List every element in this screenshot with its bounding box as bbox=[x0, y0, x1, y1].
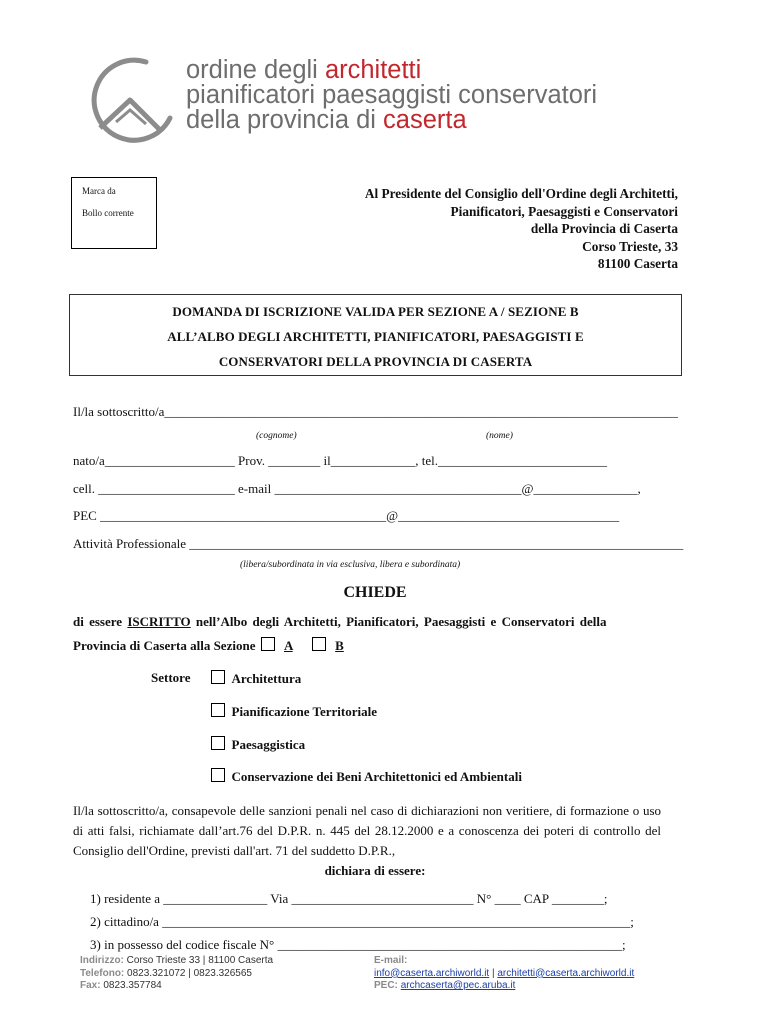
footer-fax-label: Fax: bbox=[80, 980, 101, 992]
revenue-stamp-box bbox=[71, 177, 157, 249]
addressee-block bbox=[365, 185, 678, 273]
sezione-b-checkbox[interactable] bbox=[312, 637, 326, 651]
request-text-c: nell’Albo degli Architetti, Pianificatori, Paesaggisti e Conservatori della bbox=[190, 614, 607, 629]
request-line-2 bbox=[73, 637, 344, 654]
footer-pec-label: PEC: bbox=[374, 980, 398, 992]
email-link-info[interactable]: info@caserta.archiworld.it bbox=[374, 967, 490, 979]
settore-checkbox[interactable] bbox=[211, 703, 225, 717]
settore-option[interactable] bbox=[211, 768, 522, 785]
footer-email-label: E-mail: bbox=[374, 955, 408, 966]
item-residenza[interactable]: 1) residente a ________________ Via ____________________________ N° ____ CAP ________; bbox=[90, 891, 608, 906]
field-cell-email[interactable]: cell. _____________________ e-mail ______________________________________@________________, bbox=[73, 481, 641, 496]
field-sottoscritto[interactable]: Il/la sottoscritto/a_______________________________________________________________________________ bbox=[73, 404, 678, 419]
field-attivita[interactable]: Attività Professionale ____________________________________________________________________________ bbox=[73, 536, 684, 551]
addressee-line: della Provincia di Caserta bbox=[530, 221, 678, 237]
settore-option[interactable] bbox=[211, 736, 305, 753]
stamp-line-2: Bollo corrente bbox=[82, 208, 134, 218]
declaration-paragraph: Il/la sottoscritto/a, consapevole delle sanzioni penali nel caso di dichiarazioni non veritiere, di formazione o uso di atti falsi, richiamate dall’art.76 del D.P.R. n. 445 del 28.12.2000 e a conoscenza dei poteri di controllo del Consiglio dell'Ordine, previsti dall'art. 71 del suddetto D.P.R., bbox=[73, 803, 661, 858]
settore-option-label: Architettura bbox=[231, 671, 302, 686]
logo-line-1a: ordine degli bbox=[186, 56, 325, 84]
field-pec[interactable]: PEC ____________________________________________@__________________________________ bbox=[73, 508, 620, 523]
request-text-a: di essere bbox=[73, 614, 128, 629]
email-link-architetti[interactable]: architetti@caserta.archiworld.it bbox=[497, 967, 635, 979]
settore-checkbox[interactable] bbox=[211, 736, 225, 750]
footer-telefono-label: Telefono: bbox=[80, 967, 125, 979]
field-nato[interactable]: nato/a____________________ Prov. ________ il_____________, tel.__________________________ bbox=[73, 453, 607, 468]
settore-option-label: Conservazione dei Beni Architettonici ed Ambientali bbox=[231, 769, 522, 784]
settore-label: Settore bbox=[151, 670, 191, 685]
hint-nome: (nome) bbox=[486, 431, 513, 441]
footer-contacts-right bbox=[374, 955, 634, 993]
footer-telefono: 0823.321072 | 0823.326565 bbox=[124, 967, 252, 979]
addressee-line: Corso Trieste, 33 bbox=[582, 238, 678, 254]
footer-indirizzo-label: Indirizzo: bbox=[80, 955, 124, 966]
logo-line-3b: caserta bbox=[383, 106, 467, 134]
footer-email-separator: | bbox=[489, 967, 498, 979]
footer-fax: 0823.357784 bbox=[100, 980, 162, 992]
order-logo-mark bbox=[86, 56, 178, 148]
settore-checkbox[interactable] bbox=[211, 670, 225, 684]
stamp-line-1: Marca da bbox=[82, 186, 116, 196]
sezione-b-label: B bbox=[335, 638, 344, 653]
title-line: DOMANDA DI ISCRIZIONE VALIDA PER SEZIONE A / SEZIONE B bbox=[172, 304, 579, 319]
settore-option-label: Paesaggistica bbox=[231, 737, 306, 752]
settore-option-label: Pianificazione Territoriale bbox=[231, 704, 377, 719]
chiede-heading: CHIEDE bbox=[343, 584, 407, 601]
application-title-box bbox=[69, 294, 682, 376]
sezione-a-label: A bbox=[283, 638, 293, 653]
addressee-line: Al Presidente del Consiglio dell'Ordine degli Architetti, bbox=[364, 186, 678, 201]
order-logo-text bbox=[186, 58, 597, 133]
logo-line-2: pianificatori paesaggisti conservatori bbox=[186, 81, 598, 109]
request-iscritto: ISCRITTO bbox=[127, 614, 191, 629]
settore-checkbox[interactable] bbox=[211, 768, 225, 782]
hint-cognome: (cognome) bbox=[256, 431, 297, 441]
addressee-line: 81100 Caserta bbox=[597, 256, 678, 272]
footer-contacts-left bbox=[80, 955, 273, 993]
item-cittadinanza[interactable]: 2) cittadino/a ________________________________________________________________________; bbox=[90, 914, 634, 929]
addressee-line: Pianificatori, Paesaggisti e Conservatori bbox=[450, 203, 678, 219]
title-line: ALL’ALBO DEGLI ARCHITETTI, PIANIFICATORI, PAESAGGISTI E bbox=[167, 329, 584, 344]
footer-indirizzo: Corso Trieste 33 | 81100 Caserta bbox=[123, 955, 274, 966]
request-line-1 bbox=[73, 614, 606, 630]
request-sezione-text: Provincia di Caserta alla Sezione bbox=[73, 638, 256, 653]
title-line: CONSERVATORI DELLA PROVINCIA DI CASERTA bbox=[218, 354, 533, 369]
logo-line-3a: della provincia di bbox=[186, 106, 384, 134]
logo-line-1b: architetti bbox=[324, 56, 422, 84]
item-codice-fiscale[interactable]: 3) in possesso del codice fiscale N° _____________________________________________________; bbox=[90, 937, 626, 952]
hint-attivita: (libera/subordinata in via esclusiva, libera e subordinata) bbox=[240, 560, 461, 570]
pec-link[interactable]: archcaserta@pec.aruba.it bbox=[400, 980, 516, 992]
settore-option[interactable] bbox=[211, 703, 377, 720]
dichiara-heading: dichiara di essere: bbox=[324, 863, 426, 878]
settore-option[interactable] bbox=[211, 670, 301, 687]
sezione-a-checkbox[interactable] bbox=[261, 637, 275, 651]
